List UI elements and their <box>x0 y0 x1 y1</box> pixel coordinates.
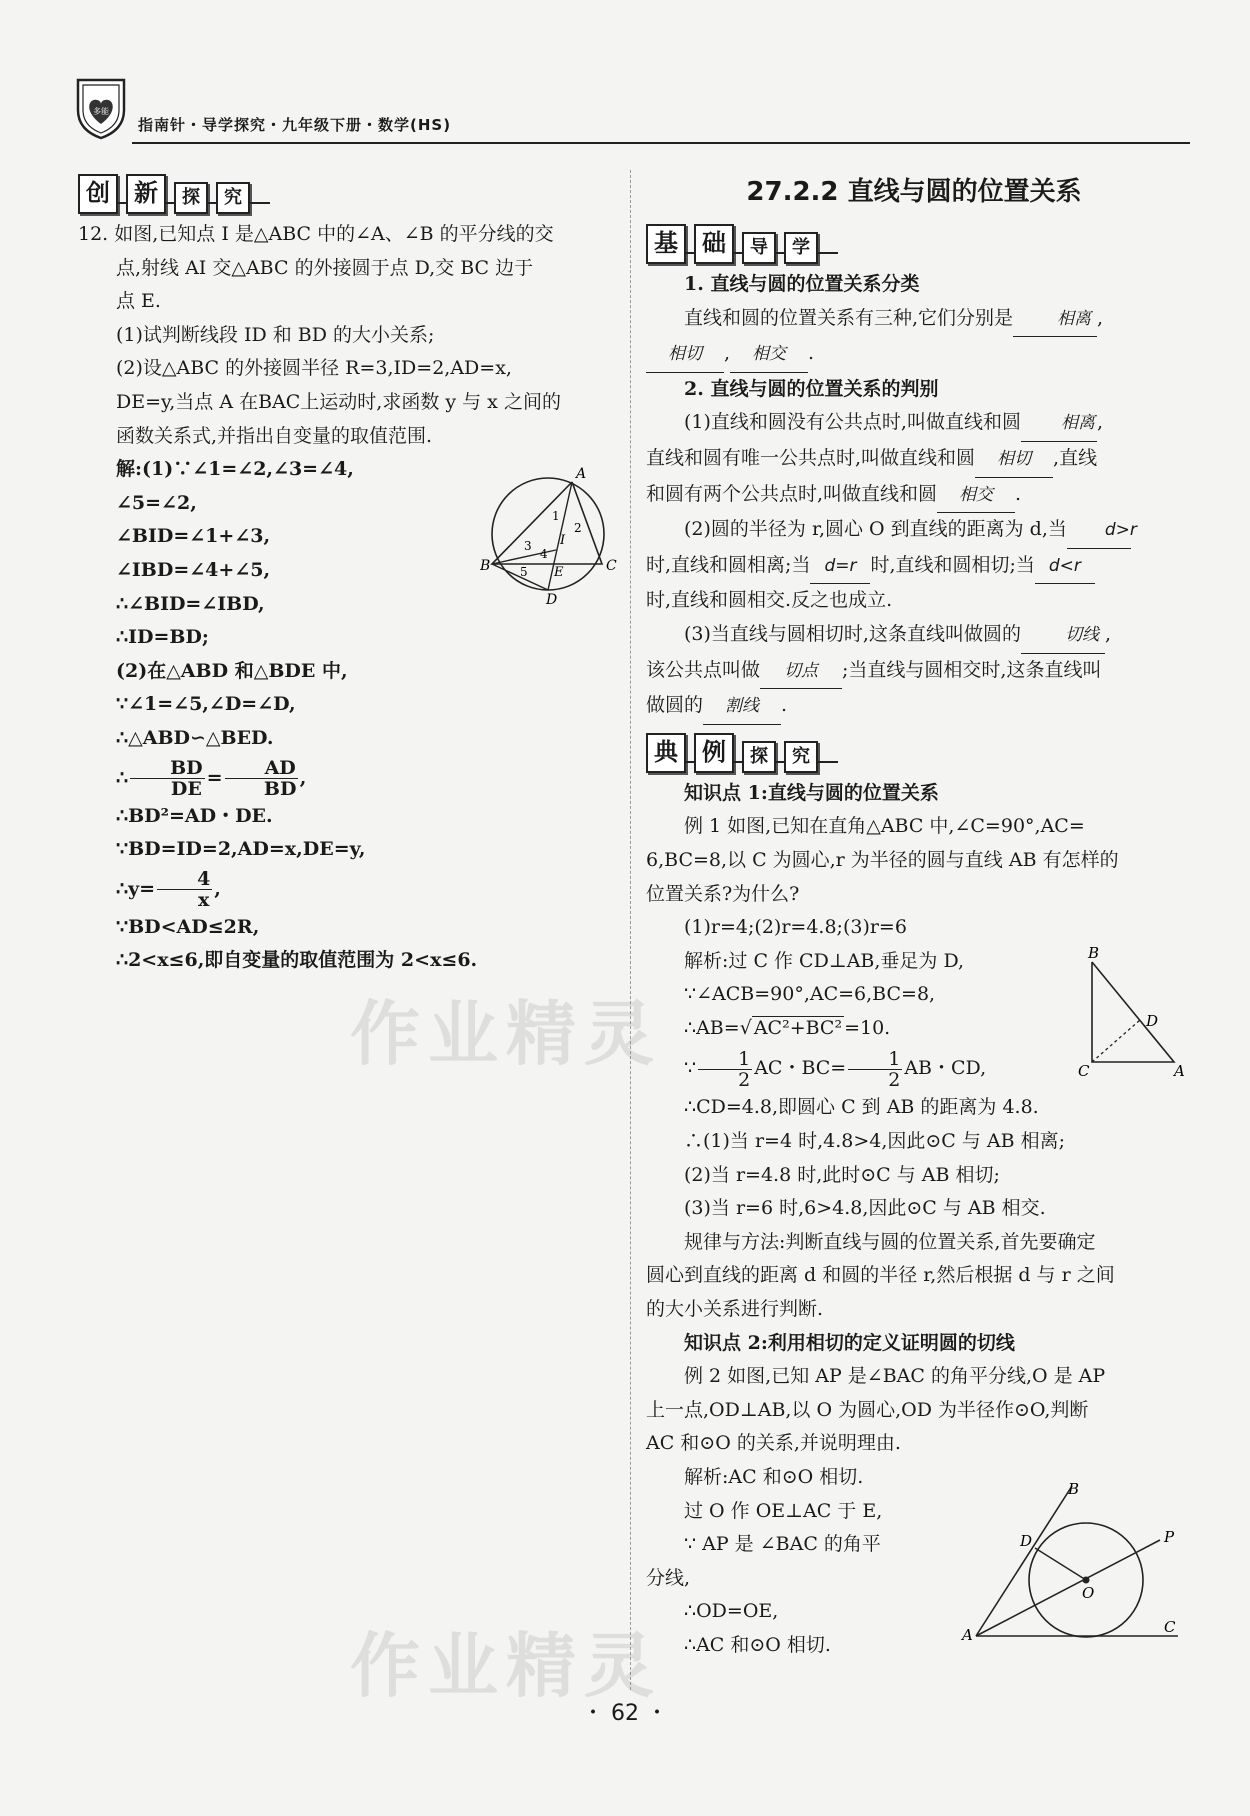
paragraph: (1)r=4;(2)r=4.8;(3)r=6 <box>684 916 907 939</box>
paragraph: 规律与方法:判断直线与圆的位置关系,首先要确定 <box>684 1230 1096 1253</box>
subheading: 2. 直线与圆的位置关系的判别 <box>684 377 939 400</box>
paragraph: (2)当 r=4.8 时,此时⊙C 与 AB 相切; <box>684 1163 1000 1186</box>
book-title: 指南针・导学探究・九年级下册・数学(HS) <box>138 116 452 134</box>
knowledge-point: 知识点 2:利用相切的定义证明圆的切线 <box>684 1331 1015 1354</box>
paragraph: AC 和⊙O 的关系,并说明理由. <box>646 1432 901 1455</box>
solution-text: ∠BID=∠1+∠3, <box>116 525 271 548</box>
paragraph: 圆心到直线的距离 d 和圆的半径 r,然后根据 d 与 r 之间 <box>646 1264 1115 1287</box>
paragraph: ∴CD=4.8,即圆心 C 到 AB 的距离为 4.8. <box>684 1096 1039 1119</box>
paragraph: ∴AB=√ AC²+BC² =10. <box>684 1016 891 1039</box>
svg-text:多能: 多能 <box>93 107 109 116</box>
paragraph: 时,直线和圆相离;当 d=r 时,直线和圆相切;当 d<r <box>646 549 1182 585</box>
section-char: 新 <box>126 174 166 214</box>
paragraph: 位置关系?为什么? <box>646 882 800 905</box>
paragraph: (1)直线和圆没有公共点时,叫做直线和圆 相离 , <box>646 406 1182 442</box>
section-char: 究 <box>216 182 250 214</box>
solution-text: ∠IBD=∠4+∠5, <box>116 558 271 581</box>
svg-text:D: D <box>1146 1012 1159 1030</box>
section-char: 典 <box>646 733 686 773</box>
problem-text: (1)试判断线段 ID 和 BD 的大小关系; <box>116 323 435 346</box>
solution-text: ∵BD<AD≤2R, <box>116 915 260 938</box>
publisher-logo-icon <box>70 74 132 140</box>
section-char: 创 <box>78 174 118 214</box>
section-header-examples <box>646 729 1182 773</box>
problem-text: 点,射线 AI 交△ABC 的外接圆于点 D,交 BC 边于 <box>116 256 534 279</box>
solution-text: ∴2<x≤6,即自变量的取值范围为 2<x≤6. <box>116 949 478 972</box>
figure-tangent-circle <box>958 1480 1188 1640</box>
paragraph: 直线和圆有唯一公共点时,叫做直线和圆 相切 ,直线 <box>646 442 1182 478</box>
column-divider <box>630 170 631 1690</box>
paragraph: (3)当 r=6 时,6>4.8,因此⊙C 与 AB 相交. <box>684 1197 1046 1220</box>
figure-right-triangle <box>1076 944 1186 1078</box>
svg-text:B: B <box>1088 944 1100 962</box>
paragraph: 和圆有两个公共点时,叫做直线和圆 相交 . <box>646 478 1182 514</box>
solution-text: ∵BD=ID=2,AD=x,DE=y, <box>116 838 366 861</box>
section-header-basics <box>646 220 1182 264</box>
problem-text: (2)设△ABC 的外接圆半径 R=3,ID=2,AD=x, <box>116 357 512 380</box>
svg-text:A: A <box>962 1626 973 1640</box>
paragraph: ∴(1)当 r=4 时,4.8>4,因此⊙C 与 AB 相离; <box>684 1130 1066 1153</box>
svg-text:5: 5 <box>520 565 528 579</box>
page-number: ・ 62 ・ <box>582 1701 668 1726</box>
paragraph: ∵∠ACB=90°,AC=6,BC=8, <box>684 983 936 1006</box>
problem-text: DE=y,当点 A 在BAC上运动时,求函数 y 与 x 之间的 <box>116 390 561 413</box>
paragraph: 时,直线和圆相交.反之也成立. <box>646 589 893 612</box>
svg-text:C: C <box>1078 1062 1090 1078</box>
paragraph: 解析:过 C 作 CD⊥AB,垂足为 D, <box>684 949 965 972</box>
svg-text:P: P <box>1164 1528 1175 1546</box>
svg-text:C: C <box>606 558 617 574</box>
watermark: 作业精灵 <box>350 993 662 1075</box>
solution-fraction-line: ∴y= $\frac{4}{x}$ , <box>116 868 221 912</box>
knowledge-point: 知识点 1:直线与圆的位置关系 <box>684 781 939 804</box>
svg-text:2: 2 <box>574 521 582 535</box>
right-column <box>646 170 1182 1663</box>
solution-text: ∠5=∠2, <box>116 491 197 514</box>
paragraph: ∵ $\frac{1}{2}$ AC・BC= $\frac{1}{2}$ AB・CD, <box>684 1047 987 1091</box>
paragraph: 该公共点叫做 切点 ;当直线与圆相交时,这条直线叫 <box>646 654 1182 690</box>
paragraph: 的大小关系进行判断. <box>646 1298 824 1321</box>
watermark: 作业精灵 <box>350 1625 662 1707</box>
solution-text: (2)在△ABD 和△BDE 中, <box>116 659 348 682</box>
svg-text:D: D <box>546 592 558 608</box>
svg-text:D: D <box>1020 1532 1033 1550</box>
subheading: 1. 直线与圆的位置关系分类 <box>684 273 920 295</box>
problem-text: 点 E. <box>116 290 161 313</box>
paragraph: 6,BC=8,以 C 为圆心,r 为半径的圆与直线 AB 有怎样的 <box>646 848 1119 871</box>
svg-text:I: I <box>560 533 566 548</box>
paragraph: 分线, <box>646 1566 691 1589</box>
paragraph: 相切 , 相交 . <box>646 337 1182 373</box>
header-rule <box>132 142 1190 144</box>
svg-text:C: C <box>1164 1618 1176 1636</box>
page-header <box>70 74 1190 146</box>
svg-text:3: 3 <box>524 539 532 553</box>
section-title: 27.2.2 直线与圆的位置关系 <box>746 177 1082 207</box>
svg-text:A: A <box>576 466 587 482</box>
solution-fraction-line: ∴ $\frac{BD}{DE}$ = $\frac{AD}{BD}$ , <box>116 757 307 800</box>
problem-text: 函数关系式,并指出自变量的取值范围. <box>116 424 433 447</box>
section-char: 例 <box>694 733 734 773</box>
section-char: 究 <box>784 741 818 773</box>
paragraph: (2)圆的半径为 r,圆心 O 到直线的距离为 d,当 d>r <box>646 513 1182 549</box>
paragraph: 例 2 如图,已知 AP 是∠BAC 的角平分线,O 是 AP <box>684 1365 1106 1388</box>
figure-circumcircle <box>480 452 626 610</box>
solution-text: ∵∠1=∠5,∠D=∠D, <box>116 693 296 716</box>
paragraph: 过 O 作 OE⊥AC 于 E, <box>684 1499 883 1522</box>
section-char: 探 <box>174 182 208 214</box>
section-char: 础 <box>694 224 734 264</box>
paragraph: ∵ AP 是 ∠BAC 的角平 <box>684 1533 881 1556</box>
section-header-innovation <box>78 170 618 214</box>
paragraph: ∴AC 和⊙O 相切. <box>684 1633 831 1656</box>
solution-text: ∴BD²=AD・DE. <box>116 804 273 827</box>
paragraph: 上一点,OD⊥AB,以 O 为圆心,OD 为半径作⊙O,判断 <box>646 1398 1089 1421</box>
solution-text: ∴△ABD∽△BED. <box>116 726 274 749</box>
problem-text: 12. 如图,已知点 I 是△ABC 中的∠A、∠B 的平分线的交 <box>78 223 554 245</box>
section-char: 学 <box>784 232 818 264</box>
svg-text:E: E <box>554 565 564 580</box>
solution-text: 解:(1)∵∠1=∠2,∠3=∠4, <box>116 458 354 481</box>
svg-text:1: 1 <box>552 509 560 523</box>
paragraph: 直线和圆的位置关系有三种,它们分别是 相离 , <box>646 302 1182 338</box>
solution-text: ∴∠BID=∠IBD, <box>116 592 265 615</box>
paragraph: 解析:AC 和⊙O 相切. <box>684 1466 864 1488</box>
svg-text:B: B <box>1068 1480 1080 1498</box>
paragraph: 例 1 如图,已知在直角△ABC 中,∠C=90°,AC= <box>684 815 1085 838</box>
svg-text:B: B <box>480 558 491 574</box>
svg-text:O: O <box>1082 1584 1095 1602</box>
section-char: 基 <box>646 224 686 264</box>
svg-text:A: A <box>1174 1062 1185 1078</box>
paragraph: ∴OD=OE, <box>684 1600 779 1623</box>
section-char: 探 <box>742 741 776 773</box>
svg-text:4: 4 <box>540 547 548 561</box>
paragraph: (3)当直线与圆相切时,这条直线叫做圆的 切线 , <box>646 618 1182 654</box>
paragraph: 做圆的 割线 . <box>646 689 1182 725</box>
section-char: 导 <box>742 232 776 264</box>
solution-text: ∴ID=BD; <box>116 626 209 649</box>
